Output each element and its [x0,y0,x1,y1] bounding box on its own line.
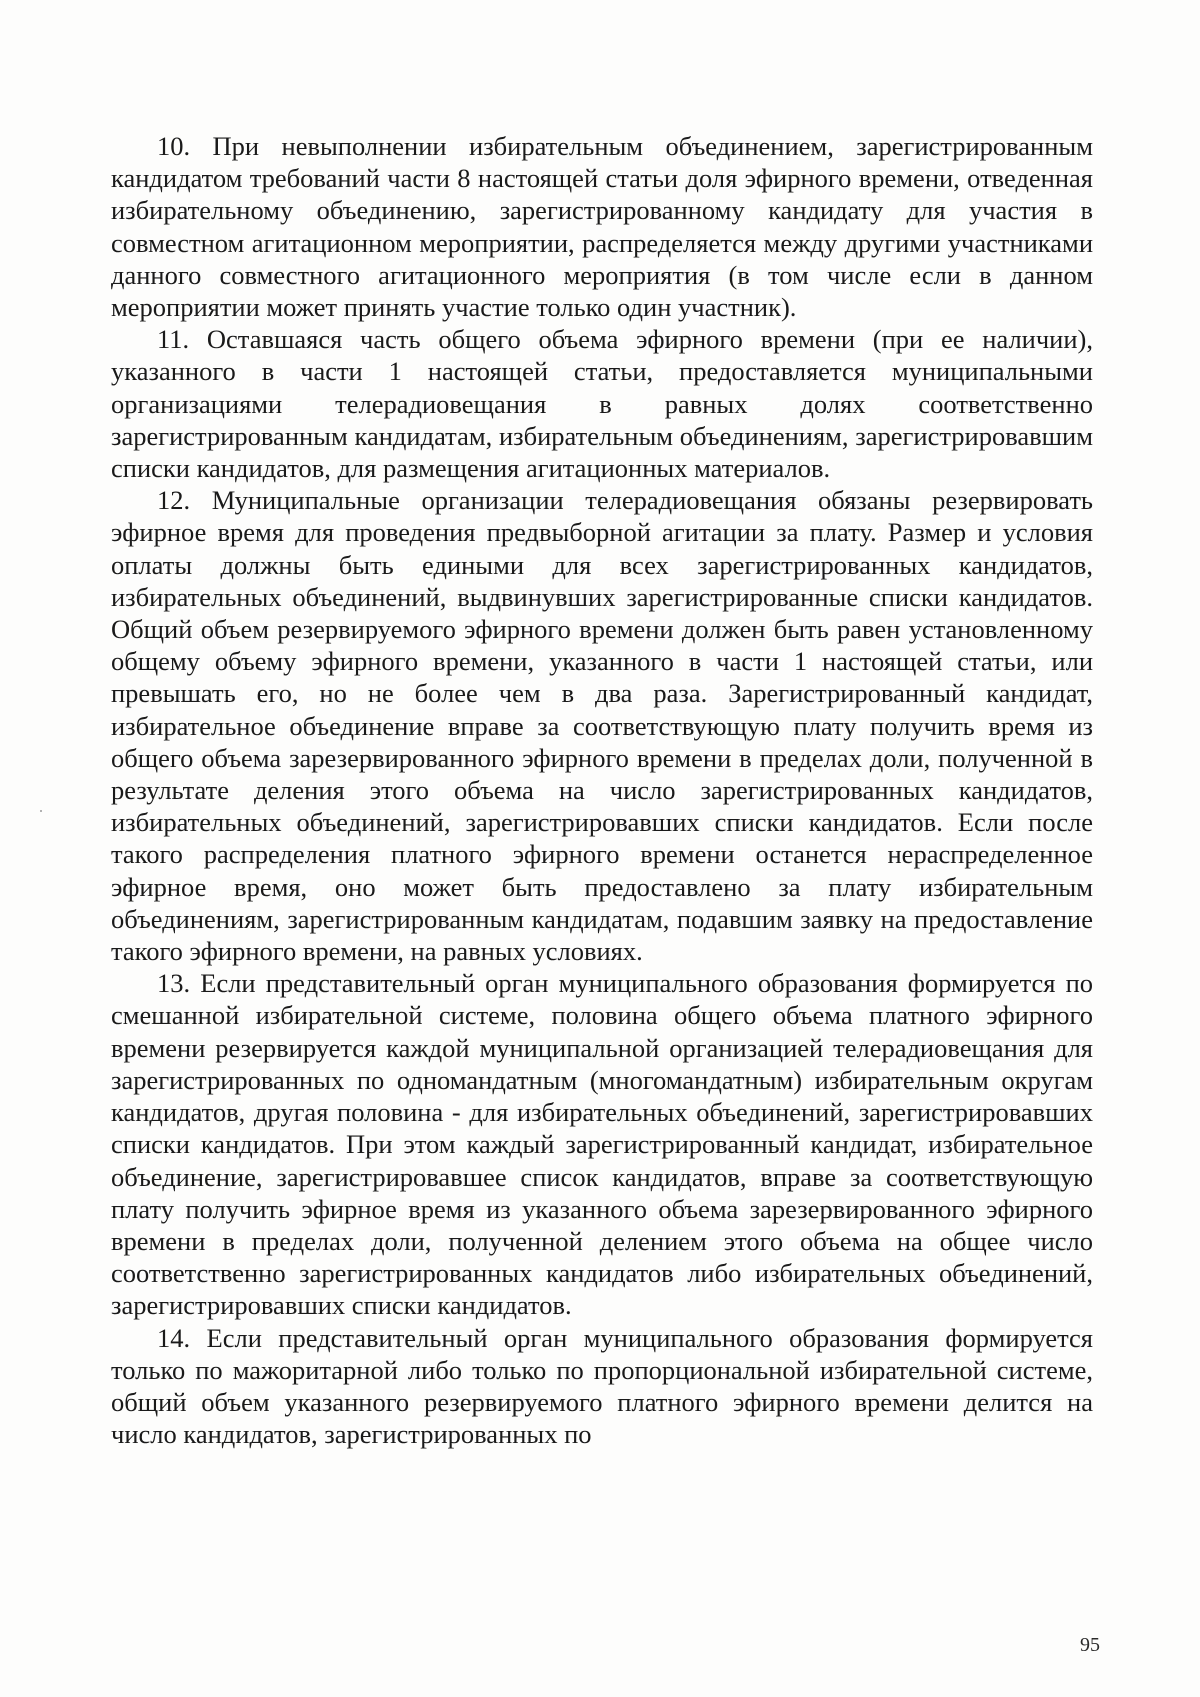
page-number: 95 [1080,1634,1100,1656]
paragraph-14: 14. Если представительный орган муниципального образования формируется только по мажоритарной либо только по пропорциональной избирательной системе, общий объем указанного резервируемого платного эфирного времени делится на число кандидатов, зарегистрированных по [111,1322,1093,1450]
paragraph-11: 11. Оставшаяся часть общего объема эфирного времени (при ее наличии), указанного в части 1 настоящей статьи, предоставляется муниципальными организациями телерадиовещания в равных долях соответственно зарегистрированным кандидатам, избирательным объединениям, зарегистрировавшим списки кандидатов, для размещения агитационных материалов. [111,324,1093,484]
paragraph-13: 13. Если представительный орган муниципального образования формируется по смешанной избирательной системе, половина общего объема платного эфирного времени резервируется каждой муниципальной организацией телерадиовещания для зарегистрированных по одномандатным (многомандатным) избирательным округам кандидатов, другая половина - для избирательных объединений, зарегистрировавших списки кандидатов. При этом каждый зарегистрированный кандидат, избирательное объединение, зарегистрировавшее список кандидатов, вправе за соответствующую плату получить эфирное время из указанного объема зарезервированного эфирного времени в пределах доли, полученной делением этого объема на общее число соответственно зарегистрированных кандидатов либо избирательных объединений, зарегистрировавших списки кандидатов. [111,968,1093,1321]
scan-speck [40,810,42,812]
document-body [111,130,1093,1450]
paragraph-12: 12. Муниципальные организации телерадиовещания обязаны резервировать эфирное время для проведения предвыборной агитации за плату. Размер и условия оплаты должны быть едиными для всех зарегистрированных кандидатов, избирательных объединений, выдвинувших зарегистрированные списки кандидатов. Общий объем резервируемого эфирного времени должен быть равен установленному общему объему эфирного времени, указанного в части 1 настоящей статьи, или превышать его, но не более чем в два раза. Зарегистрированный кандидат, избирательное объединение вправе за соответствующую плату получить время из общего объема зарезервированного эфирного времени в пределах доли, полученной в результате деления этого объема на число зарегистрированных кандидатов, избирательных объединений, зарегистрировавших списки кандидатов. Если после такого распределения платного эфирного времени останется нераспределенное эфирное время, оно может быть предоставлено за плату избирательным объединениям, зарегистрированным кандидатам, подавшим заявку на предоставление такого эфирного времени, на равных условиях. [111,485,1093,967]
paragraph-10: 10. При невыполнении избирательным объединением, зарегистрированным кандидатом требований части 8 настоящей статьи доля эфирного времени, отведенная избирательному объединению, зарегистрированному кандидату для участия в совместном агитационном мероприятии, распределяется между другими участниками данного совместного агитационного мероприятия (в том числе если в данном мероприятии может принять участие только один участник). [111,131,1093,323]
